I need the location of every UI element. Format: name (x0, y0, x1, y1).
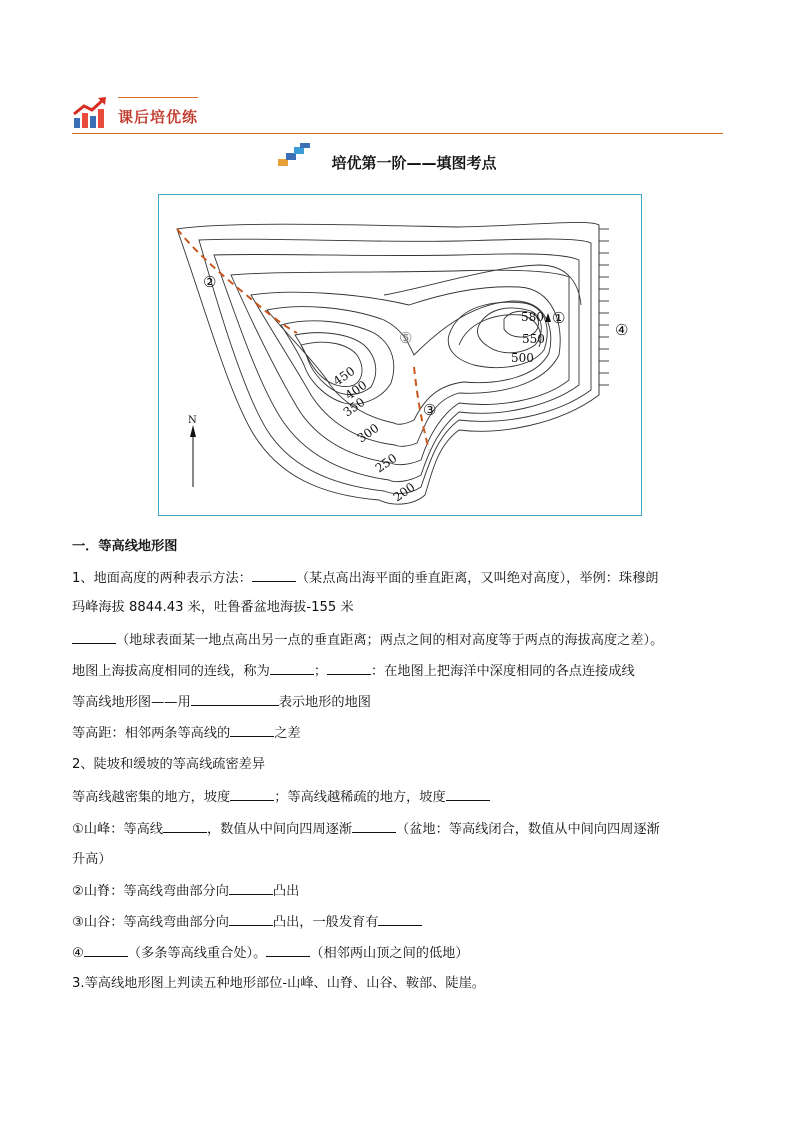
para-12: ③山谷：等高线弯曲部分向 凸出，一般发育有 (72, 913, 422, 932)
para-2: 玛峰海拔 8844.43 米，吐鲁番盆地海拔-155 米 (72, 600, 354, 615)
label-250: 250 (372, 450, 400, 476)
contour-350 (251, 287, 560, 447)
header-rule (72, 133, 723, 134)
para-5: 等高线地形图——用 表示地形的地图 (72, 695, 371, 710)
label-350: 350 (340, 394, 368, 420)
para-9: ①山峰：等高线 ，数值从中间向四周逐渐 （盆地：等高线闭合，数值从中间向四周逐渐 (72, 822, 660, 837)
blank-7[interactable] (230, 788, 274, 801)
blank-2[interactable] (72, 631, 116, 644)
point-label-2: ② (203, 273, 217, 291)
section-title: 培优第一阶——填图考点 (331, 154, 497, 172)
point-label-4: ④ (615, 321, 629, 339)
blank-8[interactable] (446, 788, 490, 801)
blank-5[interactable] (191, 693, 279, 706)
contour-outer-east (384, 265, 581, 305)
blank-9[interactable] (163, 820, 207, 833)
cliff-hachures (599, 225, 609, 395)
label-300: 300 (354, 420, 382, 446)
contour-300 (231, 270, 569, 464)
para-13: ④ （多条等高线重合处）。 （相邻两山顶之间的低地） (72, 946, 469, 961)
contour-200 (199, 239, 591, 494)
para-1: 1、地面高度的两种表示方法： （某点高出海平面的垂直距离，又叫绝对高度），举例：珠穆朗 (72, 571, 659, 586)
blank-1[interactable] (252, 569, 296, 582)
header-top-rule (118, 97, 198, 98)
blank-13[interactable] (378, 913, 422, 926)
contour-map (158, 194, 642, 516)
para-8: 等高线越密集的地方，坡度 ；等高线越稀疏的地方，坡度 (72, 788, 490, 807)
blank-3[interactable] (270, 662, 314, 675)
para-10: 升高） (72, 852, 112, 867)
point-label-1: ① (552, 309, 566, 327)
para-6: 等高距：相邻两条等高线的 之差 (72, 726, 301, 741)
para-3: （地球表面某一地点高出另一点的垂直距离；两点之间的相对高度等于两点的海拔高度之差）。 (72, 631, 663, 650)
label-200: 200 (390, 479, 418, 505)
point-label-5: ⑤ (399, 329, 413, 347)
label-400: 400 (342, 377, 370, 403)
label-450: 450 (330, 363, 358, 389)
blank-14[interactable] (84, 944, 128, 957)
bar-chart-growth-icon (72, 96, 108, 130)
north-label: N (188, 415, 197, 426)
para-11: ②山脊：等高线弯曲部分向 凸出 (72, 884, 300, 899)
blank-15[interactable] (266, 944, 310, 957)
para-4: 地图上海拔高度相同的连线，称为 ； ：在地图上把海洋中深度相同的各点连接成线 (72, 664, 635, 679)
para-7: 2、陡坡和缓坡的等高线疏密差异 (72, 757, 266, 772)
blank-6[interactable] (230, 724, 274, 737)
blank-11[interactable] (229, 882, 273, 895)
label-550: 550 (522, 332, 545, 346)
header-title: 课后培优练 (118, 108, 199, 126)
blank-10[interactable] (352, 820, 396, 833)
header-logo-icon (72, 96, 108, 130)
para-14: 3.等高线地形图上判读五种地形部位-山峰、山脊、山谷、鞍部、陡崖。 (72, 976, 485, 991)
label-500: 500 (511, 351, 534, 365)
contour-map-svg (159, 195, 641, 515)
north-arrow-icon (188, 415, 197, 487)
blank-12[interactable] (229, 913, 273, 926)
label-580: 580 (521, 310, 544, 324)
heading-contour-map: 一．等高线地形图 (72, 539, 178, 554)
point-label-3: ③ (423, 401, 437, 419)
blank-4[interactable] (327, 662, 371, 675)
